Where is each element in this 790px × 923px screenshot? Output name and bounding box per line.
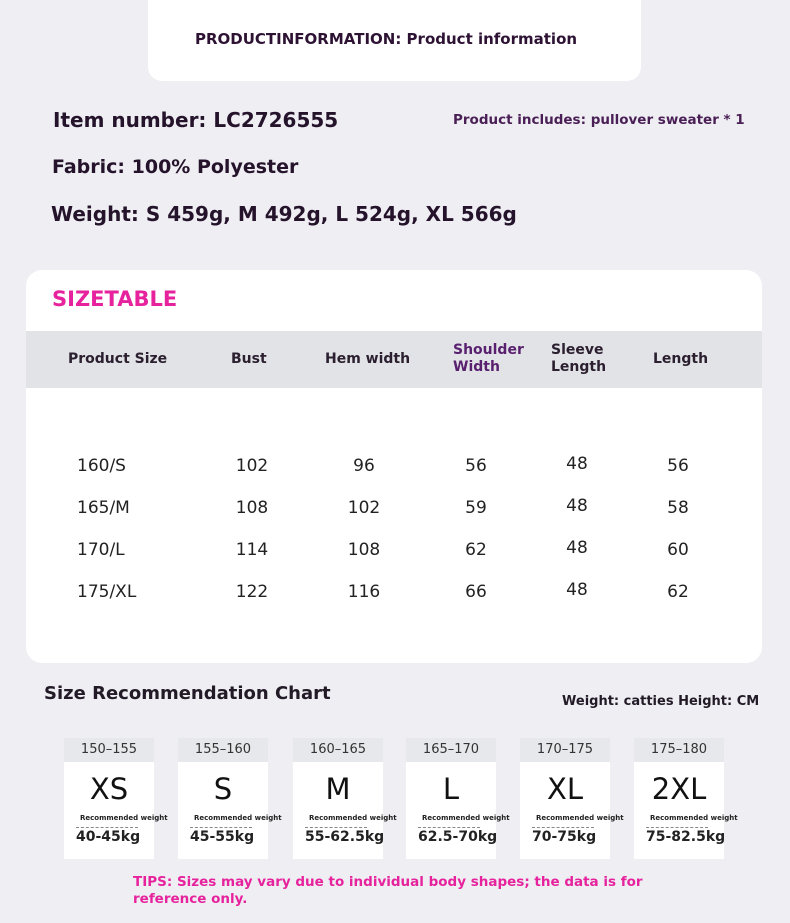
table-row [26, 498, 762, 528]
sleeve-cell: 48 [566, 496, 588, 516]
length-cell: 56 [667, 456, 689, 476]
size-cell: 165/M [77, 498, 130, 518]
table-row [26, 540, 762, 570]
length-cell: 62 [667, 582, 689, 602]
height-range: 170–175 [520, 738, 610, 762]
shoulder-cell: 56 [465, 456, 487, 476]
product-info-heading: PRODUCTINFORMATION: Product information [195, 30, 578, 48]
height-range: 160–165 [293, 738, 383, 762]
size-card-2xl [634, 738, 738, 859]
bust-cell: 108 [235, 498, 269, 518]
size-label: XS [89, 772, 129, 806]
size-table-header [26, 331, 762, 388]
recommended-weight-label: Recommended weight [650, 814, 738, 822]
height-range: 155–160 [178, 738, 268, 762]
header-length: Length [653, 351, 709, 367]
length-cell: 60 [667, 540, 689, 560]
weight-range: 70-75kg [532, 829, 597, 845]
hem-cell: 102 [347, 498, 381, 518]
size-label: M [325, 772, 351, 806]
size-table-title: SIZETABLE [52, 287, 178, 311]
bust-cell: 122 [235, 582, 269, 602]
height-range: 165–170 [406, 738, 496, 762]
weight-range: 75-82.5kg [646, 829, 726, 845]
size-label: 2XL [651, 772, 707, 806]
divider [76, 827, 138, 828]
recommended-weight-label: Recommended weight [194, 814, 282, 822]
divider [190, 827, 252, 828]
product-includes: Product includes: pullover sweater * 1 [453, 112, 745, 128]
header-sleeve-length: Sleeve Length [551, 342, 607, 375]
weight-range: 55-62.5kg [305, 829, 385, 845]
header-shoulder-width: Shoulder Width [453, 342, 524, 375]
sleeve-cell: 48 [566, 580, 588, 600]
size-table-card [26, 270, 762, 663]
weight-range: 45-55kg [190, 829, 255, 845]
hem-cell: 96 [353, 456, 375, 476]
bust-cell: 114 [235, 540, 269, 560]
recommended-weight-label: Recommended weight [80, 814, 168, 822]
header-hem-width: Hem width [325, 351, 411, 367]
weight-range: 62.5-70kg [418, 829, 498, 845]
fabric: Fabric: 100% Polyester [52, 156, 299, 178]
weight-info: Weight: S 459g, M 492g, L 524g, XL 566g [51, 202, 517, 226]
bust-cell: 102 [235, 456, 269, 476]
recommendation-units-note: Weight: catties Height: CM [562, 694, 760, 709]
size-label: XL [546, 772, 584, 806]
shoulder-cell: 66 [465, 582, 487, 602]
table-row [26, 582, 762, 612]
sleeve-cell: 48 [566, 454, 588, 474]
recommended-weight-label: Recommended weight [309, 814, 397, 822]
divider [532, 827, 594, 828]
size-card-xl [520, 738, 624, 859]
recommended-weight-label: Recommended weight [536, 814, 624, 822]
length-cell: 58 [667, 498, 689, 518]
divider [418, 827, 480, 828]
item-number: Item number: LC2726555 [53, 108, 339, 132]
height-range: 150–155 [64, 738, 154, 762]
size-cell: 170/L [77, 540, 125, 560]
size-card-s [178, 738, 282, 859]
hem-cell: 108 [347, 540, 381, 560]
sleeve-cell: 48 [566, 538, 588, 558]
size-card-xs [64, 738, 168, 859]
tips-note: TIPS: Sizes may vary due to individual body shapes; the data is for reference only. [133, 874, 643, 907]
size-cell: 175/XL [77, 582, 137, 602]
recommendation-title: Size Recommendation Chart [44, 683, 331, 704]
divider [646, 827, 708, 828]
size-label: S [213, 772, 233, 806]
recommended-weight-label: Recommended weight [422, 814, 510, 822]
product-info-card [148, 0, 641, 81]
size-card-l [406, 738, 510, 859]
size-cell: 160/S [77, 456, 126, 476]
table-row [26, 456, 762, 486]
height-range: 175–180 [634, 738, 724, 762]
header-product-size: Product Size [68, 351, 168, 367]
hem-cell: 116 [347, 582, 381, 602]
weight-range: 40-45kg [76, 829, 141, 845]
header-bust: Bust [231, 351, 267, 367]
divider [305, 827, 367, 828]
shoulder-cell: 62 [465, 540, 487, 560]
size-card-m [293, 738, 397, 859]
size-label: L [442, 772, 460, 806]
shoulder-cell: 59 [465, 498, 487, 518]
